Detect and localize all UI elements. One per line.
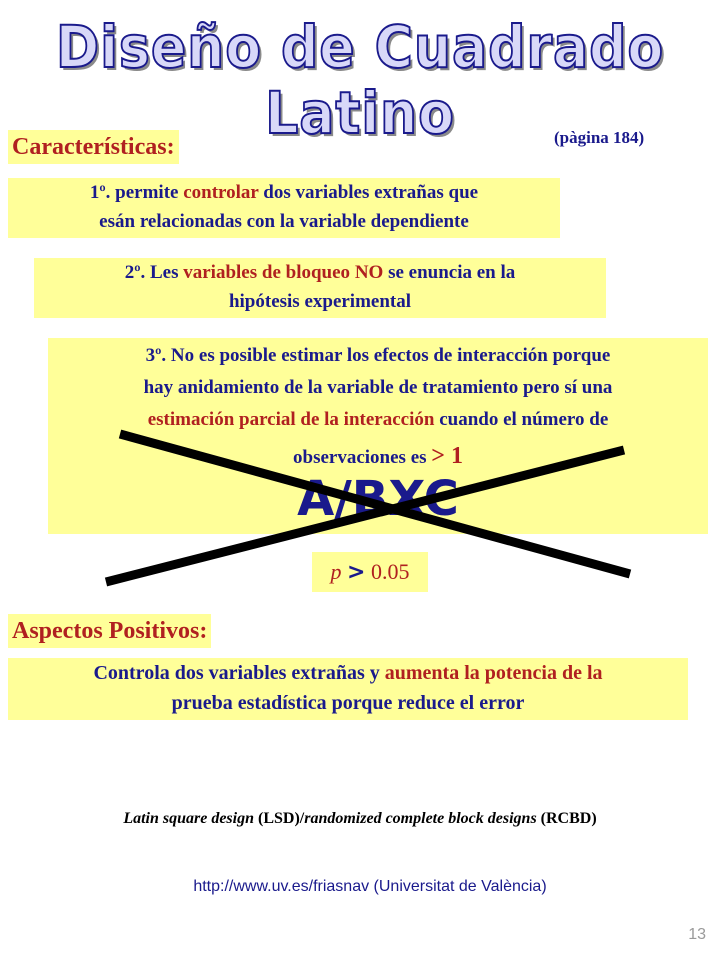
point-3-value: > 1: [431, 443, 463, 469]
footnote-part-1: Latin square design: [123, 810, 254, 827]
page-number: 13: [688, 926, 706, 943]
aspectos-highlight: aumenta la potencia: [384, 662, 557, 684]
point-1-highlight: controlar: [183, 182, 259, 203]
footnote-part-4: (RCBD): [536, 810, 597, 827]
footnote-part-2: (LSD)/: [254, 810, 305, 827]
aspectos-suffix: de la: [556, 662, 603, 684]
point-2-line-2: hipótesis experimental: [228, 291, 412, 312]
p-symbol: p: [330, 559, 342, 584]
p-threshold: 0.05: [370, 559, 410, 584]
caracteristicas-heading: Características:: [8, 130, 179, 164]
p-comparator: >: [347, 560, 366, 585]
point-3-line-4-prefix: observaciones es: [293, 447, 432, 468]
point-2-highlight-1: variables de bloqueo: [183, 262, 351, 283]
point-3-line-2: hay anidamiento de la variable de tratamiento pero sí una: [143, 377, 613, 398]
point-3-line-1: 3º. No es posible estimar los efectos de interacción porque: [145, 345, 611, 366]
point-2-prefix: 2º. Les: [124, 262, 184, 283]
source-link[interactable]: http://www.uv.es/friasnav (Universitat de València): [193, 878, 547, 895]
point-1-prefix: 1º. permite: [89, 182, 184, 203]
point-3-highlight: estimación parcial de la interacción: [147, 409, 435, 430]
aspectos-box: [8, 658, 688, 720]
point-3-suffix: cuando el número de: [434, 409, 609, 430]
page-reference: (pàgina 184): [554, 128, 645, 147]
aspectos-prefix: Controla dos variables extrañas y: [93, 662, 385, 684]
point-1-line-2: esán relacionadas con la variable dependiente: [99, 211, 469, 232]
aspectos-line-1: [8, 658, 688, 688]
page-title: Diseño de Cuadrado Latino: [55, 13, 665, 147]
footnote: [0, 810, 720, 828]
point-1-suffix: dos variables extrañas que: [258, 182, 479, 203]
aspectos-line-2: prueba estadística porque reduce el error: [171, 692, 525, 714]
footnote-part-3: randomized complete block designs: [304, 810, 537, 827]
p-value-box: [312, 552, 428, 592]
point-2-suffix: se enuncia en la: [383, 262, 516, 283]
point-2-highlight-2: NO: [354, 262, 384, 283]
aspectos-heading: Aspectos Positivos:: [8, 614, 211, 648]
formula: A/BXC: [297, 471, 459, 527]
